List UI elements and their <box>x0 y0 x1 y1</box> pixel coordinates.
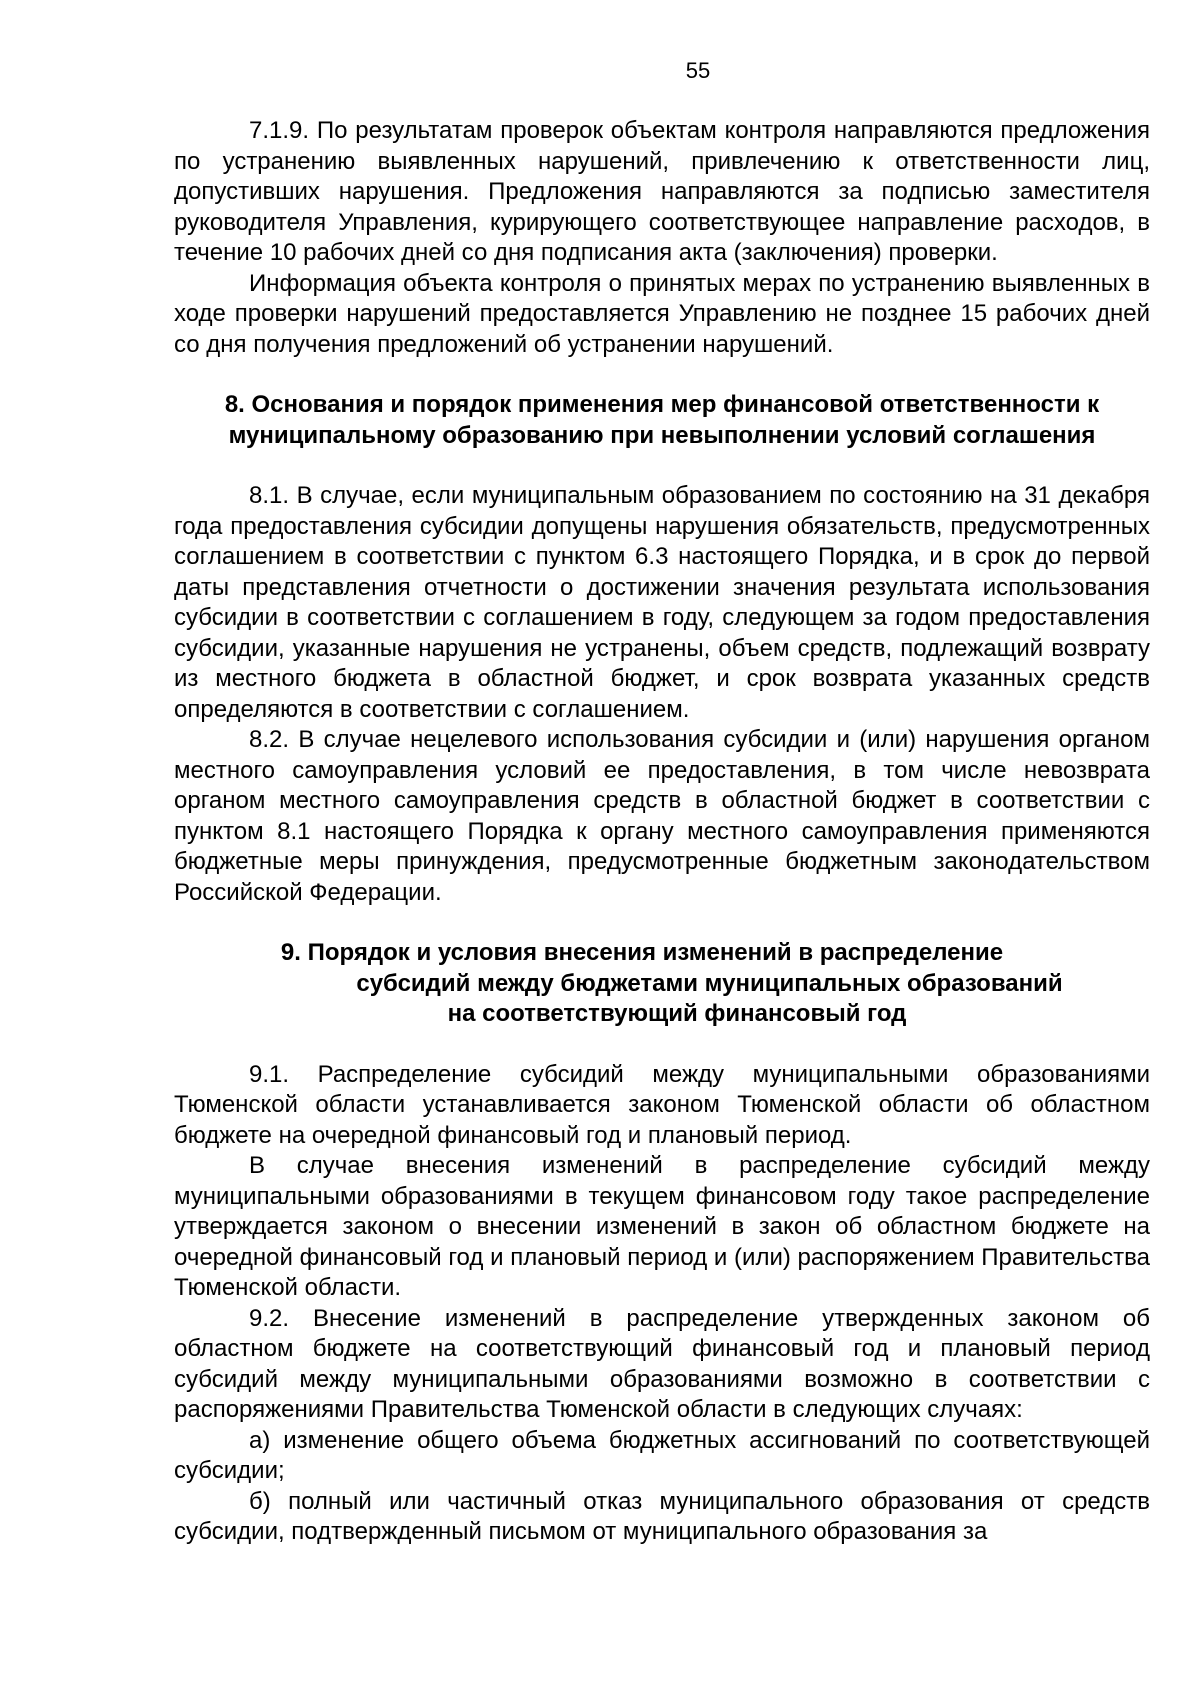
section-9-title <box>174 938 1150 1030</box>
paragraph-9-1-changes: В случае внесения изменений в распределение субсидий между муниципальными образованиями в текущем финансовом году такое распределение утверждается законом о внесении изменений в закон об областном бюджете на очередной финансовый год и плановый период и (или) распоряжением Правительства Тюменской области. <box>174 1152 1150 1301</box>
page-number: 55 <box>685 58 711 83</box>
section-9-title-line-1: 9. Порядок и условия внесения изменений в распределение <box>280 939 1004 966</box>
paragraph-9-1: 9.1. Распределение субсидий между муниципальными образованиями Тюменской области устанавливается законом Тюменской области об областном бюджете на очередной финансовый год и плановый период. <box>174 1060 1150 1149</box>
paragraph-7-1-9: 7.1.9. По результатам проверок объектам контроля направляются предложения по устранению выявленных нарушений, привлечению к ответственности лиц, допустивших нарушения. Предложения направляются за подписью заместителя руководителя Управления, курирующего соответствующее направление расходов, в течение 10 рабочих дней со дня подписания акта (заключения) проверки. <box>174 117 1150 266</box>
section-9-title-line-2: субсидий между бюджетами муниципальных образований <box>356 969 1063 997</box>
paragraph-9-2-b: б) полный или частичный отказ муниципального образования от средств субсидии, подтвержденный письмом от муниципального образования за <box>174 1487 1150 1545</box>
section-8-title: 8. Основания и порядок применения мер финансовой ответственности к муниципальному образованию при невыполнении условий соглашения <box>224 391 1100 449</box>
section-9-title-line-3: на соответствующий финансовый год <box>447 1000 907 1027</box>
paragraph-9-2-a: а) изменение общего объема бюджетных ассигнований по соответствующей субсидии; <box>174 1426 1150 1484</box>
document-body <box>174 116 1150 1548</box>
paragraph-8-2: 8.2. В случае нецелевого использования субсидии и (или) нарушения органом местного самоуправления условий ее предоставления, в том числе невозврата органом местного самоуправления средств в областной бюджет в соответствии с пунктом 8.1 настоящего Порядка к органу местного самоуправления применяются бюджетные меры принуждения, предусмотренные бюджетным законодательством Российской Федерации. <box>174 726 1150 906</box>
paragraph-9-2: 9.2. Внесение изменений в распределение утвержденных законом об областном бюджете на соответствующий финансовый год и плановый период субсидий между муниципальными образованиями возможно в соответствии с распоряжениями Правительства Тюменской области в следующих случаях: <box>174 1304 1150 1423</box>
paragraph-8-1: 8.1. В случае, если муниципальным образованием по состоянию на 31 декабря года предоставления субсидии допущены нарушения обязательств, предусмотренных соглашением в соответствии с пунктом 6.3 настоящего Порядка, и в срок до первой даты представления отчетности о достижении значения результата использования субсидии в соответствии с соглашением в году, следующем за годом предоставления субсидии, указанные нарушения не устранены, объем средств, подлежащий возврату из местного бюджета в областной бюджет, и срок возврата указанных средств определяются в соответствии с соглашением. <box>174 482 1150 723</box>
paragraph-7-info: Информация объекта контроля о принятых мерах по устранению выявленных в ходе проверки нарушений предоставляется Управлению не позднее 15 рабочих дней со дня получения предложений об устранении нарушений. <box>174 269 1150 358</box>
